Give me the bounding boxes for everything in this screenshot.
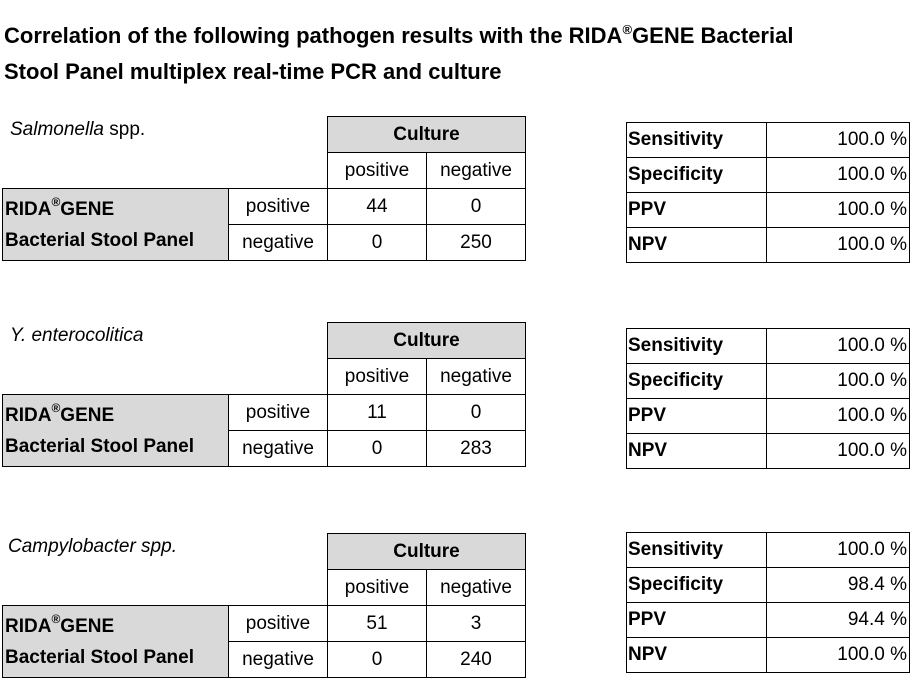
stat-label: NPV: [627, 638, 767, 673]
rida-gene-row-header: [3, 395, 229, 467]
rida-gene-row-header: [3, 189, 229, 261]
organism-name-italic: Y. enterocolitica: [10, 325, 144, 346]
stat-value: 100.0 %: [767, 158, 910, 193]
cell-pos-pos: 44: [328, 189, 427, 225]
rida-line2: Bacterial Stool Panel: [5, 229, 195, 251]
row-header-positive: positive: [229, 395, 328, 431]
col-header-positive: positive: [328, 359, 427, 395]
empty-cell: [3, 153, 229, 189]
stat-label: Sensitivity: [627, 329, 767, 364]
rida-pre: RIDA: [5, 404, 52, 426]
empty-cell: [3, 534, 229, 570]
row-header-negative: negative: [229, 431, 328, 467]
contingency-table: [2, 116, 526, 261]
rida-line2: Bacterial Stool Panel: [5, 646, 195, 668]
row-header-positive: positive: [229, 189, 328, 225]
col-header-negative: negative: [427, 570, 526, 606]
cell-pos-pos: 51: [328, 606, 427, 642]
registered-mark: ®: [51, 194, 61, 209]
cell-neg-neg: 240: [427, 642, 526, 678]
rida-gene-row-header: [3, 606, 229, 678]
stat-value: 100.0 %: [767, 533, 910, 568]
cell-neg-pos: 0: [328, 642, 427, 678]
stat-value: 98.4 %: [767, 568, 910, 603]
stat-label: Specificity: [627, 158, 767, 193]
stat-label: Specificity: [627, 364, 767, 399]
section-y-enterocolitica: [0, 322, 911, 482]
title-line1-post: GENE Bacterial: [632, 23, 794, 48]
stat-label: Specificity: [627, 568, 767, 603]
stats-table: [626, 328, 910, 469]
registered-mark: ®: [51, 611, 61, 626]
culture-header: Culture: [328, 323, 526, 359]
row-header-negative: negative: [229, 642, 328, 678]
registered-mark: ®: [51, 400, 61, 415]
stat-value: 94.4 %: [767, 603, 910, 638]
empty-cell: [229, 117, 328, 153]
empty-cell: [229, 323, 328, 359]
stat-label: PPV: [627, 603, 767, 638]
rida-post: GENE: [60, 198, 115, 220]
culture-header: Culture: [328, 534, 526, 570]
title-line2: Stool Panel multiplex real-time PCR and culture: [4, 59, 502, 84]
stat-label: NPV: [627, 228, 767, 263]
stat-label: Sensitivity: [627, 123, 767, 158]
stat-label: Sensitivity: [627, 533, 767, 568]
stat-value: 100.0 %: [767, 228, 910, 263]
rida-post: GENE: [60, 615, 115, 637]
registered-mark: ®: [622, 22, 633, 37]
empty-cell: [229, 534, 328, 570]
rida-pre: RIDA: [5, 615, 52, 637]
empty-cell: [3, 323, 229, 359]
organism-name-italic: Campylobacter spp.: [8, 536, 177, 557]
contingency-table: [2, 322, 526, 467]
stats-table: [626, 122, 910, 263]
section-campylobacter: [0, 533, 911, 693]
col-header-negative: negative: [427, 359, 526, 395]
stat-value: 100.0 %: [767, 329, 910, 364]
rida-line2: Bacterial Stool Panel: [5, 435, 195, 457]
cell-neg-neg: 283: [427, 431, 526, 467]
cell-pos-neg: 0: [427, 189, 526, 225]
stat-value: 100.0 %: [767, 434, 910, 469]
cell-neg-neg: 250: [427, 225, 526, 261]
cell-pos-pos: 11: [328, 395, 427, 431]
row-header-negative: negative: [229, 225, 328, 261]
row-header-positive: positive: [229, 606, 328, 642]
stat-label: PPV: [627, 399, 767, 434]
cell-neg-pos: 0: [328, 225, 427, 261]
empty-cell: [3, 570, 229, 606]
col-header-positive: positive: [328, 570, 427, 606]
rida-pre: RIDA: [5, 198, 52, 220]
stat-label: NPV: [627, 434, 767, 469]
contingency-table: [2, 533, 526, 678]
rida-post: GENE: [60, 404, 115, 426]
cell-pos-neg: 3: [427, 606, 526, 642]
cell-neg-pos: 0: [328, 431, 427, 467]
page-title: [4, 18, 904, 90]
stat-value: 100.0 %: [767, 399, 910, 434]
empty-cell: [3, 359, 229, 395]
section-salmonella: [0, 116, 911, 276]
organism-name-rest: spp.: [104, 119, 146, 140]
stat-value: 100.0 %: [767, 123, 910, 158]
stat-value: 100.0 %: [767, 364, 910, 399]
stat-value: 100.0 %: [767, 193, 910, 228]
organism-name-italic: Salmonella: [10, 119, 104, 140]
col-header-negative: negative: [427, 153, 526, 189]
stats-table: [626, 532, 910, 673]
stat-value: 100.0 %: [767, 638, 910, 673]
culture-header: Culture: [328, 117, 526, 153]
empty-cell: [229, 359, 328, 395]
empty-cell: [3, 117, 229, 153]
empty-cell: [229, 570, 328, 606]
title-line1-pre: Correlation of the following pathogen results with the RIDA: [4, 23, 623, 48]
col-header-positive: positive: [328, 153, 427, 189]
stat-label: PPV: [627, 193, 767, 228]
empty-cell: [229, 153, 328, 189]
cell-pos-neg: 0: [427, 395, 526, 431]
